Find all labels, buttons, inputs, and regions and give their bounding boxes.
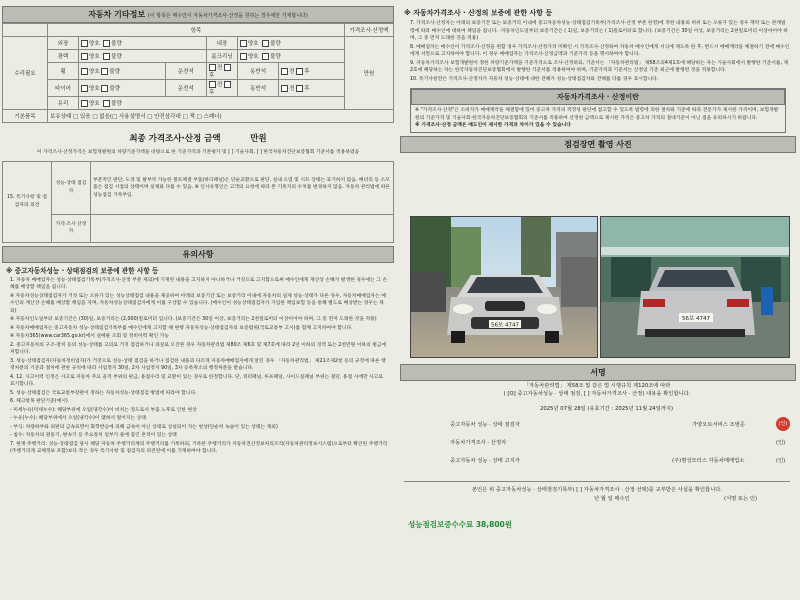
notice-item: ※ 자동차365(www.car365.go.kr)에서 실매물 조회 및 정비이력 확인 가능: [10, 334, 169, 339]
signature-header: 서명: [400, 364, 796, 381]
checkbox[interactable]: [81, 85, 88, 92]
other-info-table: 항목 가격조사·산정액 수리필요 외장 양호 불량 내장 양호 불량 만원 광택 양호 불량 룸크리닝 양호 불량 휠 양호 불량 운전석 전 후 동반석 전 후 타이어 양호 불량 운전석 전 후 동반석 전 후 유리 양호 불량 기본품목 보유상태 □ 있음 □ 없음(□ 사용설명서 □ 안전삼각대 □ 잭 □ 스패너): [2, 23, 394, 123]
front-plate-text: 56보 4747: [490, 322, 520, 329]
notice-item: 4. 12. 사고이력 인정은 사고로 자동차 주요 골격 부위의 판금, 용접수리 및 교환이 있는 경우로 한정합니다. 단, 쿼터패널, 루프패널, 사이드실패널 부위는 절단, 용접 시에만 사고로 표기합니다.: [10, 374, 384, 387]
row-label: 운전석: [165, 80, 206, 97]
notice-item: 2. 중고자동차의 구조·장치 등의 성능·상태를 고의로 거짓 점검하거나 과실로 오진한 경우 자동차관리법 제80조 제6호 및 제7호에 따라 2년 이하의 징역 또는 2천만원 이하의 벌금에 처합니다.: [10, 342, 387, 355]
sign-rows: [400, 421, 794, 475]
checkbox[interactable]: [209, 64, 216, 71]
receipt-box: [404, 481, 790, 529]
checkbox[interactable]: [262, 40, 269, 47]
row-label: 내장: [206, 37, 237, 50]
item-head: 항목: [48, 24, 345, 37]
final-price-title: 최종 가격조사·산정 금액: [129, 134, 221, 144]
inspection-fee: 성능점검보증수수료 38,800원: [408, 519, 513, 529]
signature-section: [400, 382, 794, 530]
perf-inspector-remark: 부분적인 판단, 도색 및 탈부착 가능한 볼트체결 부품(바디패널)은 단순교환으로 판단. 실내 오염 및 시트 상태는 표기하지 않음. 배터리 등 소모품은 점검 시점의 상태이며 실제와 다를 수 있음. ※ 인사유명인은 고객의 요청에 따라 본 기록지의 수치를 변경하지 않음. 자동차 관리법에 따른 성능점검 기록부임.: [91, 161, 394, 215]
notice-subtitle: ※ 중고자동차성능 · 상태점검의 보증에 관한 사항 등: [6, 266, 159, 275]
guarantee-item: 8. 매매업자는 매수인이 가격조사·산정을 원할 경우 가격조사·산정가격 미확인 시 가격조사·산정하여 자동차 매수인에게 서식에 제도록 한 후, 반드시 매매계약을 체결하기 전에 매수인에게 서면으로 고지하여야 합니다. 이 경우 매매업자는 가격조사·산정금액과 기준가격 등을 명시하여야 합니다.: [410, 44, 790, 57]
other-info-header: [2, 6, 394, 23]
checkbox[interactable]: [296, 68, 303, 75]
receipt-line: [404, 495, 790, 507]
checkbox[interactable]: [81, 40, 88, 47]
notice-item: 1. 자동차 매매업자는 성능·상태점검기록부(가격조사·산정 부분 제외)에 기재된 내용을 고지하지 아니하거나 거짓으로 고지함으로써 매수인에게 재산상 손해가 발생한 경우에는 그 손해를 배상할 책임을 집니다.: [10, 277, 388, 290]
special-label: 15. 특기사항 및 점검자의 의견: [3, 161, 52, 242]
inspection-photo-front: [410, 216, 598, 358]
checkbox[interactable]: [224, 81, 231, 88]
row-label: 룸크리닝: [206, 50, 237, 63]
checkbox[interactable]: [103, 40, 110, 47]
notice-item: ※ 자동차성능상태점검자가 거짓 또는 오류가 있는 성능상태점검 내용을 제공하여 아래의 보증기간 또는 보증거리 이내에 자동차의 실제 성능·상태가 다른 경우, 자동차매매업자는 매수인의 재산상 손해를 배상할 책임을 지며, 자동차성능상태점검자에게 이를 구상할 수 있습니다. (매수인이 성능상태점검자가 가입한 책임보험 등을 통해 별도로 배상받는 경우는 제외): [10, 293, 386, 314]
checkbox[interactable]: [209, 81, 216, 88]
notice-item: 6. 체크항목 판단기준(예시): [10, 399, 68, 404]
row-label: 동반석: [237, 63, 278, 80]
price-head: 가격조사·산정액: [345, 24, 394, 37]
left-page: [2, 6, 394, 598]
checkbox[interactable]: [81, 100, 88, 107]
repair-need-label: 수리필요: [3, 37, 48, 110]
inspection-photo-rear: [600, 216, 790, 358]
sign-row-label: 중고자동차 성능 · 상태 점검자: [450, 422, 520, 429]
checkbox[interactable]: [240, 53, 247, 60]
notice-list: [2, 277, 394, 597]
sign-row-mark: (인): [776, 440, 786, 447]
notice-item: 5. 성능·상태점검은 국토교통부장관이 정하는 자동차성능·상태점검 방법에 따라야 합니다.: [10, 390, 197, 396]
notice-item: 7. 현재 주행거리: 성능·상태점검 당시 해당 자동차 주행거리계의 주행거리를 기록하되, 기록한 주행거리가 자동차전산정보처리조직(자동차관리정보시스템)으로부터 확인된 주행거리(주행거리계 교체정보 포함)보다 작은 경우 특기사항 및 점검자의 의견란에 이를 기재하여야 합니다.: [10, 441, 388, 454]
front-car-photo: [411, 217, 597, 357]
rear-car-photo: [601, 217, 789, 357]
guarantee-title: ※ 자동차가격조사 · 산정의 보증에 관한 사항 등: [404, 9, 553, 17]
checkbox[interactable]: [101, 85, 108, 92]
sign-confirm: ( [O] 중고자동차성능 · 상태 점검, [ ] 자동차가격조사 · 산정) 내용을 확인합니다.: [503, 391, 691, 398]
guarantee-item: 10. 특기사항란은 가격조사·산정자가 자동차 성능·상태에 대한 견해가 성능·상태점검자와 견해를 다를 경우 표시합니다.: [410, 76, 659, 82]
price-assessor-label: 가격·조사 산정자: [52, 215, 91, 242]
assessment-box-note: ※ 가격조사·산정 금액은 매도인이 제시한 가격과 차이가 있을 수 있습니다: [415, 123, 571, 128]
checkbox[interactable]: [103, 100, 110, 107]
notice-item: - 누유(누수): 해당부위에서 오일(냉각수)이 맺혀서 떨어지는 상태: [10, 416, 146, 421]
perf-inspector-label: 성능·상태 점검자: [52, 161, 91, 215]
row-label: 동반석: [237, 80, 278, 97]
sign-row-mark: (인): [776, 458, 786, 465]
row-label: 타이어: [48, 80, 79, 97]
basic-items-label: 기본품목: [3, 110, 48, 123]
notice-item: 3. 성능·상태점검자(자동차정비업자)가 거짓으로 성능·상태 점검을 하거나 점검한 내용과 다르게 자동차매매업자에게 알린 경우 「자동차관리법」 제21조제2항 등의 규정에 따른 행정처분의 기준과 절차에 관한 규칙에 따라 사업정지 30일, 2차 사업정지 90일, 3차 등록취소의 행정처분을 받습니다.: [10, 358, 386, 371]
notice-item: ※ 자동차인도일부터 보증기간은 (30)일, 보증거리는 (2,000)킬로미터 입니다. (보증기간은 30일 이상, 보증거리는 2천킬로미터 이상이어야 하며, 그 중 먼저 도래한 것을 적용): [10, 317, 377, 322]
sign-row-label: 중고자동차 성능 · 상태 고지자: [450, 458, 520, 465]
checkbox[interactable]: [281, 68, 288, 75]
receipt-text: 본인은 위 중고자동차성능 · 상태점검기록부( [ ] 자동차가격조사 · 산정 선택)를 교부받은 사실을 확인합니다.: [471, 487, 723, 494]
other-info-title: 자동차 기타정보: [88, 10, 146, 19]
notice-header: 유의사항: [2, 246, 394, 263]
sign-row-notifier: [400, 457, 794, 475]
checkbox[interactable]: [240, 40, 247, 47]
row-label: 운전석: [165, 63, 206, 80]
sign-row-label: 자동차가격조사 · 산정자: [450, 440, 507, 447]
checkbox[interactable]: [296, 85, 303, 92]
final-price-row: [2, 123, 394, 149]
rear-plate-text: 56보 4747: [681, 316, 711, 322]
row-label: 휠: [48, 63, 79, 80]
receipt-date: 년 월 일 매수인: [594, 495, 630, 502]
right-page: [400, 6, 796, 598]
guarantee-list: [400, 20, 796, 86]
sign-law: 「자동차관리법」 제58조 및 같은 법 시행규칙 제120조에 따라: [523, 383, 671, 389]
sign-row-inspector: [400, 421, 794, 439]
basis-note: 이 가격조사·산정가격은 보험개발원의 차량기준가액을 바탕으로 한 기준가격과 기본평가 및 [ ] 기술사회, [ ] 한국자동차진단보증협회 기준서를 적용하였음: [36, 150, 360, 155]
final-price-unit: 만원: [250, 134, 267, 144]
row-label: 외장: [48, 37, 79, 50]
red-seal-stamp: (인): [776, 417, 790, 431]
price-unit: 만원: [345, 37, 394, 110]
special-remarks-table: [2, 161, 394, 243]
assessment-box-title: 자동차가격조사 · 산정이란: [411, 89, 785, 105]
notice-item: - 부식: 차량하부와 외판의 금속표면이 화학반응에 의해 금속이 아닌 상태로 상실되어 가는 현상(단순히 녹슬어 있는 상태는 제외): [10, 424, 278, 430]
guarantee-item: 7. 가격조사·산정자는 아래의 보증기간 또는 보증거리 이내에 중고자동차성능·상태점검기록부(가격조사·산정 부분 한정)에 적힌 내용의 허위 또는 오류가 있는 경우 계약 또는 관계법령에 따라 매수인에 대하여 책임을 집니다. ·자동차인도일부터 보증기간은 ( 1)일, 보증거리는 ( 1)킬로미터로 합니다. (보증기간은 30일 이상, 보증거리는 2천킬로미터 이상이어야 하며, 그 중 먼저 도래한 것을 적용): [410, 21, 788, 41]
checkbox[interactable]: [281, 85, 288, 92]
sign-row-name: (주)명성모터스 자동차매매업소: [672, 458, 745, 465]
basic-items-value: 보유상태 □ 있음 □ 없음(□ 사용설명서 □ 안전삼각대 □ 잭 □ 스패너): [48, 110, 394, 123]
checkbox[interactable]: [101, 68, 108, 75]
checkbox[interactable]: [224, 64, 231, 71]
assessment-box-text: ※ "가격조사·산정"은 소비자가 매매계약을 체결함에 있어 중고차 가격의 적정성 판단에 참고할 수 있도록 법령에 의한 절차와 기준에 따라 전문가가 제시한 가격이며, 보험개발원의 기준가격 및 기술사회·한국자동차진단보증협회의 기준서를 적용하여 산정한 금액으로 제시된 가격은 중고차 가격의 절대기준이 아닌 점을 유의하시기 바랍니다.: [415, 108, 779, 121]
row-label: 광택: [48, 50, 79, 63]
notice-item: ※ 자동차매매업자는 중고자동차 성능·상태점검기록부를 매수인에게 고지할 때 현행 자동차성능·상태점검자의 보증범위(국토교통부 고시)를 함께 고지하여야 합니다.: [10, 325, 353, 331]
guarantee-item: 9. 자동차가격조사 보험개발원이 정한 차량기준가액을 기준가격으로 조사·산정하되, 기준서는 「자동차관리법」 제58조의4제1호에 해당하는 자는 기술사회에서 발행한 기준서를, 제2호에 해당하는 자는 한국자동차진단보증협회에서 발행한 기준서를 적용하여야 하며, 기준가격과 기준서는 산정일 기준 최근에 발행된 것을 적용합니다.: [410, 60, 789, 73]
receipt-mark: (서명 또는 인): [724, 495, 758, 502]
sign-row-name: 가양오토서비스 조병준: [692, 422, 745, 429]
photos-title: 점검장면 촬영 사진: [400, 136, 796, 153]
sign-row-assessor: [400, 439, 794, 457]
notice-item: - 미세누유(미세누수): 해당부위에 오일(냉각수)이 비치는 정도로서 부품 노후로 인한 현상: [10, 407, 197, 413]
notice-item: - 침수: 자동차의 원동기, 변속기 등 주요장치 일부가 물에 잠긴 흔적이 있는 상태: [10, 433, 177, 438]
checkbox[interactable]: [81, 53, 88, 60]
assessment-box: [410, 88, 786, 133]
checkbox[interactable]: [81, 68, 88, 75]
checkbox[interactable]: [262, 53, 269, 60]
row-label: 유리: [48, 97, 79, 110]
other-info-subtitle: (이 항목은 매수인이 자동차가격조사·산정을 원하는 경우에만 기재합니다): [147, 13, 308, 19]
checkbox[interactable]: [103, 53, 110, 60]
sign-date: 2025년 07월 28일 (유효기간 : 2025년 11월 24일까지): [540, 405, 674, 412]
